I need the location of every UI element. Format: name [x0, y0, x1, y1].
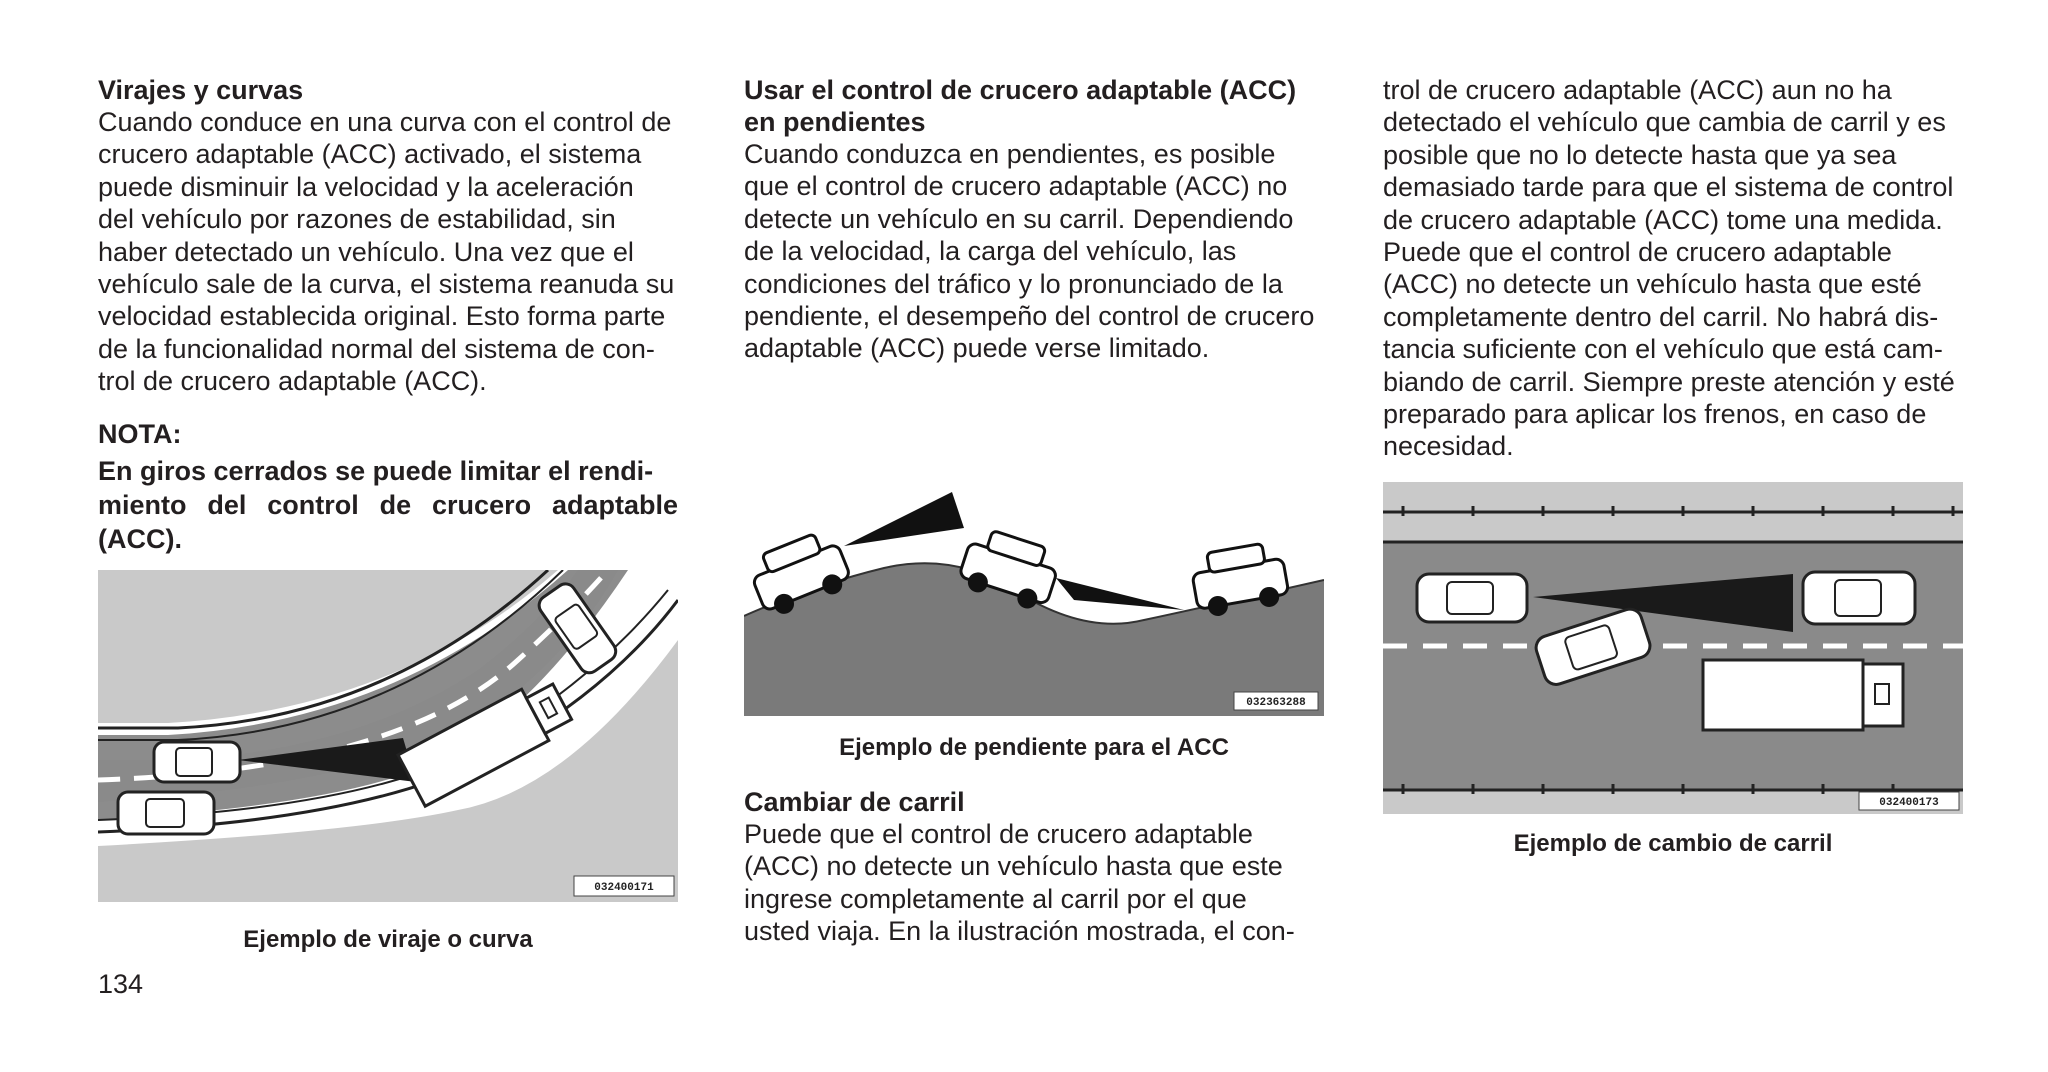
text-line: adaptable (ACC) puede verse limitado.: [744, 333, 1210, 364]
column-1: [98, 74, 678, 556]
text-line: pendiente, el desempeño del control de crucero: [744, 301, 1315, 332]
text-line: que el control de crucero adaptable (ACC) no: [744, 171, 1288, 202]
text-line: de la funcionalidad normal del sistema de con-: [98, 333, 655, 364]
note-line: miento del control de crucero adaptable (ACC).: [98, 489, 678, 554]
slope-illustration: [744, 470, 1324, 716]
text-line: trol de crucero adaptable (ACC).: [98, 366, 487, 397]
text-line: Puede que el control de crucero adaptable: [1383, 237, 1892, 268]
text-line: condiciones del tráfico y lo pronunciado de la: [744, 268, 1283, 299]
slopes-paragraph: [744, 138, 1324, 365]
figure-code: 032400171: [594, 882, 654, 894]
curve-illustration: [98, 570, 678, 902]
curves-paragraph: [98, 106, 678, 398]
text-line: de crucero adaptable (ACC) tome una medida.: [1383, 204, 1943, 235]
text-line: de la velocidad, la carga del vehículo, las: [744, 236, 1237, 267]
text-line: crucero adaptable (ACC) activado, el sistema: [98, 139, 642, 170]
text-line: velocidad establecida original. Esto forma parte: [98, 301, 666, 332]
text-line: completamente dentro del carril. No habrá dis-: [1383, 301, 1939, 332]
figure-caption-lane-change: Ejemplo de cambio de carril: [1513, 830, 1833, 857]
note-text: [98, 454, 678, 556]
text-line: Cuando conduzca en pendientes, es posible: [744, 139, 1276, 169]
lane-change-illustration: [1383, 482, 1963, 814]
section-heading-lane-change: Cambiar de carril: [744, 787, 965, 817]
figure-code: 032400173: [1879, 797, 1939, 809]
note-line: En giros cerrados se puede limitar el rendi-: [98, 455, 654, 486]
column-2: [744, 74, 1324, 365]
text-line: biando de carril. Siempre preste atención y esté: [1383, 366, 1955, 397]
text-line: Cuando conduce en una curva con el control de: [98, 107, 672, 137]
text-line: trol de crucero adaptable (ACC) aun no ha: [1383, 75, 1892, 105]
text-line: ingrese completamente al carril por el que: [744, 883, 1247, 914]
figure-caption-curve: Ejemplo de viraje o curva: [243, 926, 533, 953]
text-line: preparado para aplicar los frenos, en caso de: [1383, 399, 1927, 430]
text-line: Puede que el control de crucero adaptable: [744, 819, 1253, 849]
text-line: detecte un vehículo en su carril. Dependiendo: [744, 203, 1294, 234]
text-line: vehículo sale de la curva, el sistema reanuda su: [98, 269, 675, 300]
text-line: puede disminuir la velocidad y la aceleración: [98, 171, 634, 202]
section-heading-slopes: [744, 74, 1324, 138]
text-line: haber detectado un vehículo. Una vez que el: [98, 236, 634, 267]
text-line: usted viaja. En la ilustración mostrada, el con-: [744, 916, 1295, 947]
lane-change-paragraph-cont: [1383, 74, 1963, 463]
page-number: 134: [98, 969, 144, 999]
text-line: necesidad.: [1383, 431, 1514, 462]
text-line: tancia suficiente con el vehículo que está cam-: [1383, 334, 1943, 365]
text-line: del vehículo por razones de estabilidad, sin: [98, 204, 616, 235]
heading-line: Usar el control de crucero adaptable (ACC): [744, 75, 1297, 105]
section-heading-curves: Virajes y curvas: [98, 75, 304, 105]
note-label: NOTA:: [98, 418, 182, 449]
column-3: [1383, 74, 1963, 463]
figure-code: 032363288: [1246, 697, 1306, 709]
text-line: demasiado tarde para que el sistema de control: [1383, 172, 1954, 203]
text-line: detectado el vehículo que cambia de carril y es: [1383, 107, 1946, 138]
text-line: (ACC) no detecte un vehículo hasta que este: [744, 851, 1283, 882]
lane-change-section: [744, 786, 1324, 948]
text-line: posible que no lo detecte hasta que ya sea: [1383, 139, 1897, 170]
heading-line: en pendientes: [744, 107, 926, 137]
figure-caption-slope: Ejemplo de pendiente para el ACC: [839, 734, 1229, 761]
text-line: (ACC) no detecte un vehículo hasta que esté: [1383, 269, 1922, 300]
